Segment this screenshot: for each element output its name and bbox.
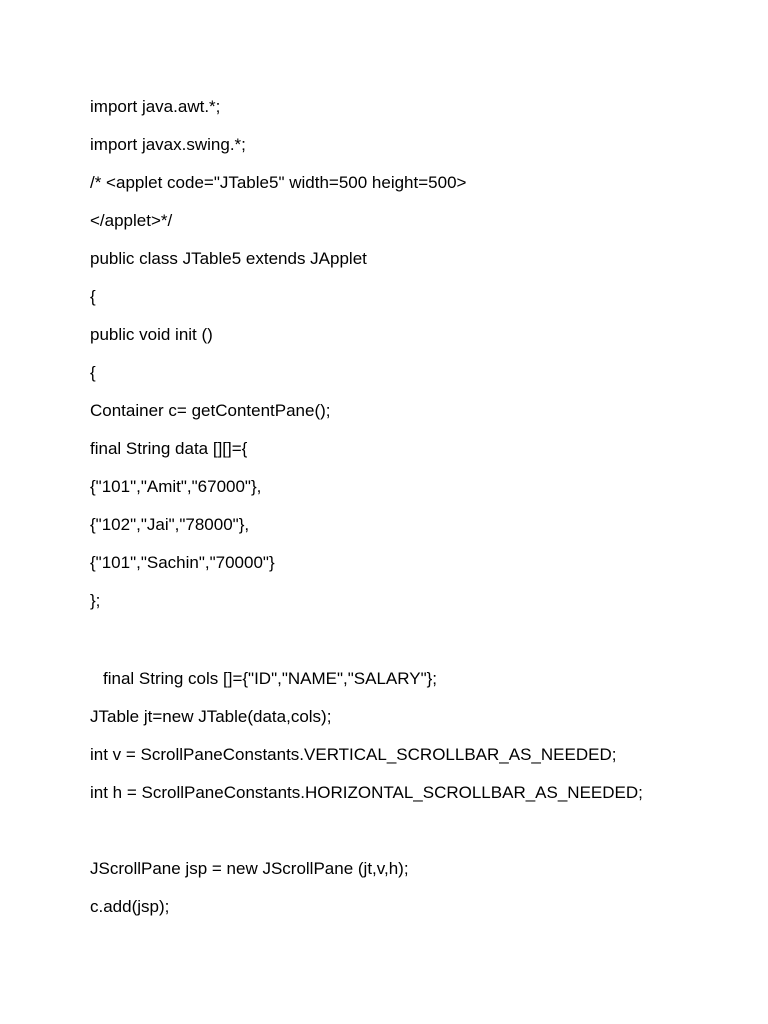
code-line: {"102","Jai","78000"}, xyxy=(90,515,250,534)
code-line: public class JTable5 extends JApplet xyxy=(90,249,367,268)
code-line: c.add(jsp); xyxy=(90,897,170,916)
code-line: {"101","Amit","67000"}, xyxy=(90,477,262,496)
code-line: JTable jt=new JTable(data,cols); xyxy=(90,707,332,726)
code-line: { xyxy=(90,363,96,382)
code-line: int v = ScrollPaneConstants.VERTICAL_SCROLLBAR_AS_NEEDED; xyxy=(90,745,617,764)
code-line: final String cols []={"ID","NAME","SALARY"}; xyxy=(103,669,437,688)
code-line: /* <applet code="JTable5" width=500 height=500> xyxy=(90,173,467,192)
code-line: import java.awt.*; xyxy=(90,97,221,116)
code-line: }; xyxy=(90,591,101,610)
code-line: {"101","Sachin","70000"} xyxy=(90,553,275,572)
code-line: int h = ScrollPaneConstants.HORIZONTAL_SCROLLBAR_AS_NEEDED; xyxy=(90,783,643,802)
code-line: { xyxy=(90,287,96,306)
code-line: import javax.swing.*; xyxy=(90,135,246,154)
code-line: final String data [][]={ xyxy=(90,439,248,458)
code-line: JScrollPane jsp = new JScrollPane (jt,v,h); xyxy=(90,859,409,878)
code-line: public void init () xyxy=(90,325,213,344)
code-line: Container c= getContentPane(); xyxy=(90,401,331,420)
code-line: </applet>*/ xyxy=(90,211,173,230)
